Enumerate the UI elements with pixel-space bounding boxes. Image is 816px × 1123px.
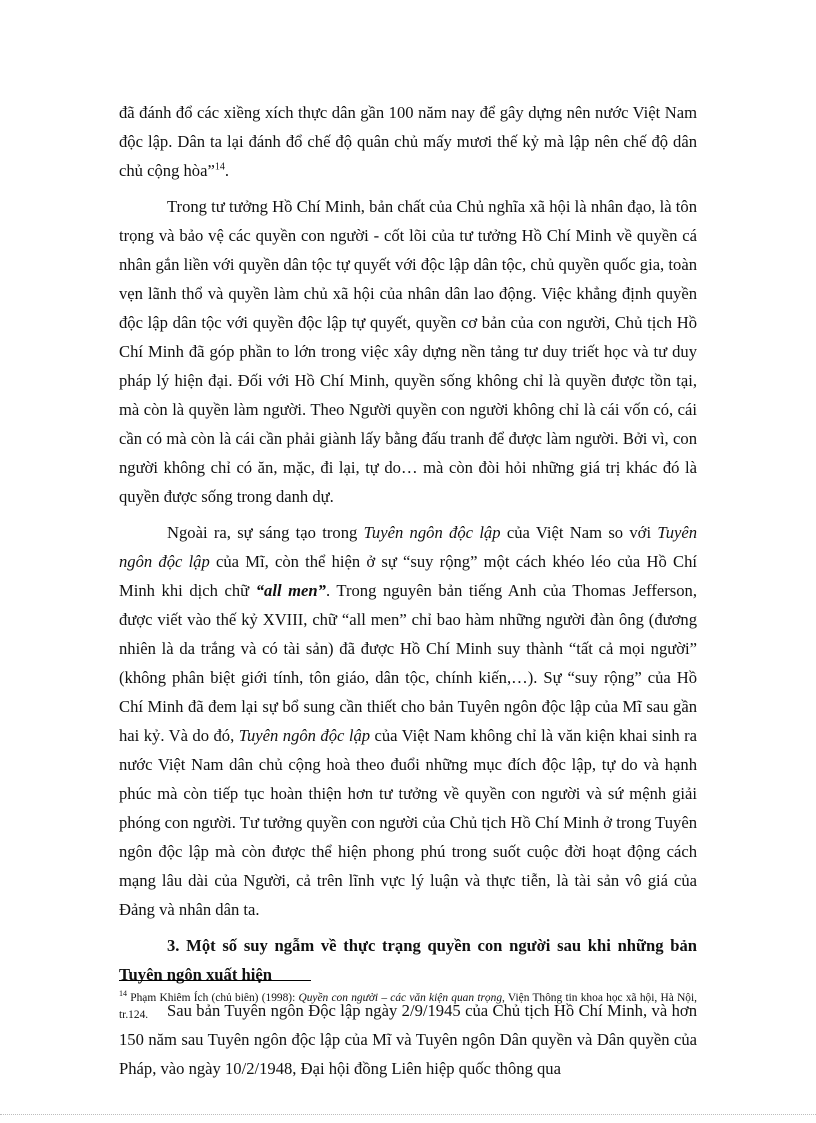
footnote-italic-title: Quyền con người – các văn kiện quan trọng	[298, 992, 503, 1004]
text-run: . Trong nguyên bản tiếng Anh của Thomas Jefferson, được viết vào thế kỷ XVIII, chữ “all men” chỉ bao hàm những người đàn ông (đương nhiên là da trắng và có tài sản) đã được Hồ Chí Minh suy thành “tất cả mọi người” (không phân biệt giới tính, tôn giáo, dân tộc, chính kiến,…). Sự “suy rộng” của Hồ Chí Minh đã đem lại sự bổ sung cần thiết cho bản Tuyên ngôn độc lập của Mĩ sau gần hai kỷ. Và do đó,	[119, 581, 697, 745]
section-heading: 3. Một số suy ngẫm về thực trạng quyền con người sau khi những bản Tuyên ngôn xuất hiện	[119, 936, 697, 984]
paragraph-continuation	[119, 98, 697, 185]
italic-title: Tuyên ngôn độc lập	[363, 523, 501, 542]
footnote-separator	[119, 980, 311, 981]
text-run: của Mĩ, còn thể hiện ở sự “suy rộng” một cách khéo léo của Hồ Chí Minh khi dịch chữ	[119, 552, 697, 600]
page-bottom-border	[0, 1114, 816, 1115]
footnote	[119, 990, 697, 1024]
italic-title: Tuyên ngôn độc lập	[119, 523, 698, 571]
text-run: của Việt Nam so với	[500, 523, 658, 542]
footnote-text: , Viện Thông tin khoa học xã hội, Hà Nội, tr.124.	[119, 992, 698, 1021]
italic-title: Tuyên ngôn độc lập	[238, 726, 371, 745]
paragraph-text: Sau bản Tuyên ngôn Độc lập ngày 2/9/1945 của Chủ tịch Hồ Chí Minh, và hơn 150 năm sau Tuyên ngôn độc lập của Mĩ và Tuyên ngôn Dân quyền và Dân quyền của Pháp, vào ngày 10/2/1948, Đại hội đồng Liên hiệp quốc thông qua	[119, 1001, 697, 1078]
paragraph-all-men-translation	[119, 518, 697, 924]
paragraph-ho-chi-minh-thought	[119, 192, 697, 511]
paragraph-text: Trong tư tưởng Hồ Chí Minh, bản chất của Chủ nghĩa xã hội là nhân đạo, là tôn trọng và bảo vệ các quyền con người - cốt lõi của tư tưởng Hồ Chí Minh về quyền cá nhân gắn liền với quyền dân tộc tự quyết với độc lập dân tộc, chủ quyền quốc gia, toàn vẹn lãnh thổ và quyền làm chủ xã hội của nhân dân lao động. Việc khẳng định quyền độc lập dân tộc với quyền độc lập tự quyết, quyền cơ bản của con người, Chủ tịch Hồ Chí Minh đã góp phần to lớn trong việc xây dựng nền tảng tư duy triết học và tư duy pháp lý hiện đại. Đối với Hồ Chí Minh, quyền sống không chỉ là quyền được tồn tại, mà còn là quyền làm người. Theo Người quyền con người không chỉ là cái vốn có, cái cần có mà còn là cái cần phải giành lấy bằng đấu tranh để được làm người. Bởi vì, con người không chỉ có ăn, mặc, đi lại, tự do… mà còn đòi hỏi những giá trị khác đó là quyền được sống trong danh dự.	[119, 197, 697, 506]
footnote-number: 14	[119, 989, 127, 999]
text-run: Ngoài ra, sự sáng tạo trong	[167, 523, 364, 542]
paragraph-text: đã đánh đổ các xiềng xích thực dân gần 100 năm nay để gây dựng nên nước Việt Nam độc lập. Dân ta lại đánh đổ chế độ quân chủ mấy mươi thế kỷ mà lập nên chế độ dân chủ cộng hòa”	[119, 103, 697, 180]
bold-italic-term: “all men”	[255, 581, 326, 600]
paragraph-end: .	[224, 161, 229, 180]
footnote-reference[interactable]: 14	[214, 161, 225, 173]
document-body	[119, 98, 697, 1083]
text-run: của Việt Nam không chỉ là văn kiện khai sinh ra nước Việt Nam dân chủ cộng hoà theo đuổi những mục đích độc lập, tự do và hạnh phúc mà còn tiếp tục hoàn thiện hơn tư tưởng về quyền con người và sứ mệnh giải phóng con người. Tư tưởng quyền con người của Chủ tịch Hồ Chí Minh ở trong Tuyên ngôn độc lập mà còn được thể hiện phong phú trong suốt cuộc đời hoạt động cách mạng lâu dài của Người, cả trên lĩnh vực lý luận và thực tiễn, là tài sản vô giá của Đảng và nhân dân ta.	[119, 726, 697, 919]
footnote-text: Phạm Khiêm Ích (chủ biên) (1998):	[127, 992, 299, 1004]
